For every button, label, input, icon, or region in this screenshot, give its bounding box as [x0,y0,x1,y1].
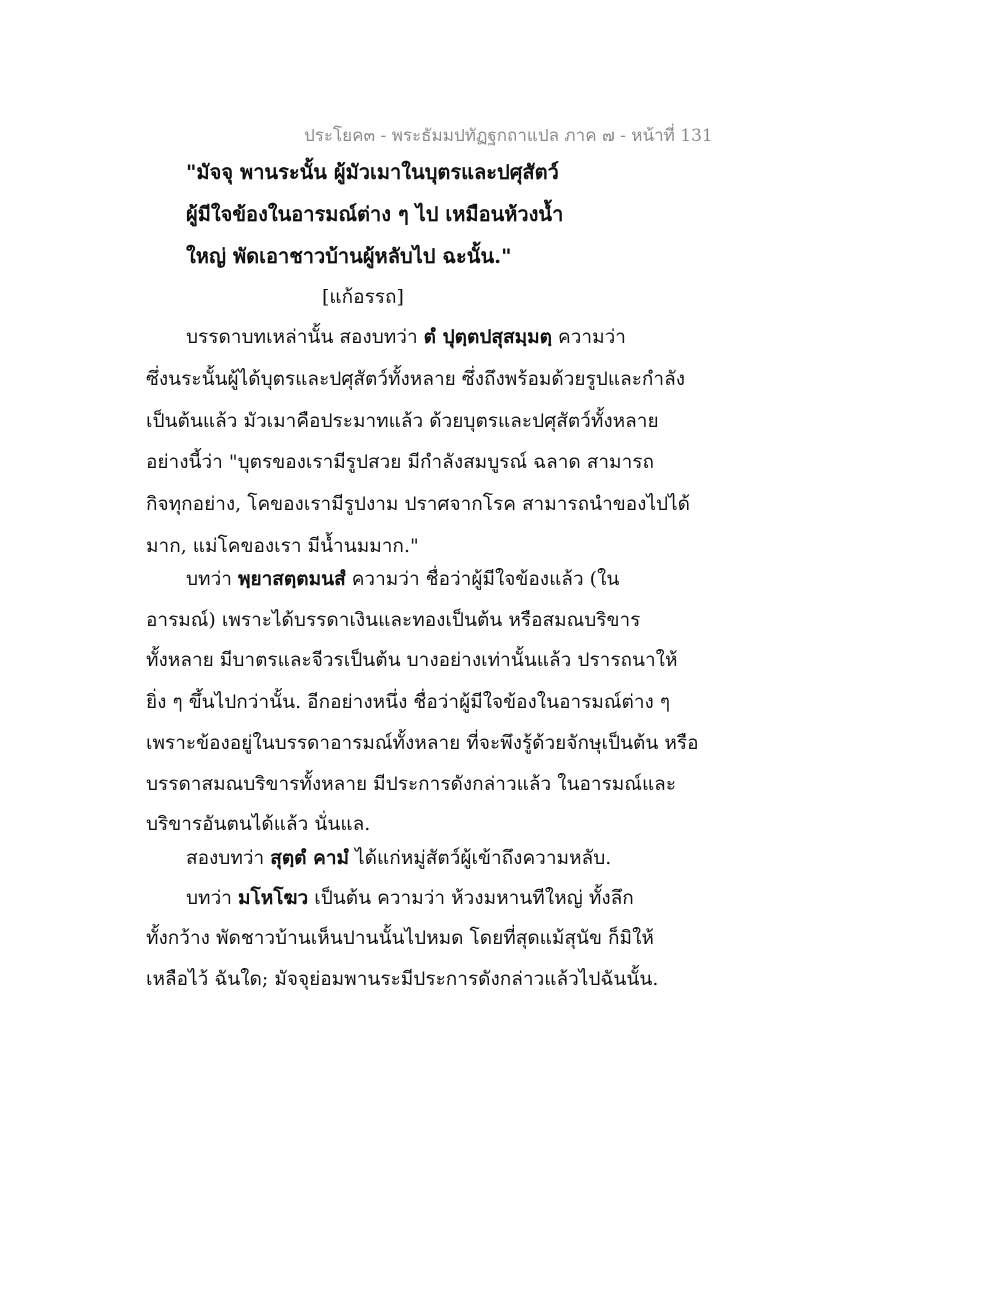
text-span: บรรดาบทเหล่านั้น สองบทว่า [186,326,424,348]
text-span: ความว่า ชื่อว่าผู้มีใจข้องแล้ว (ใน [345,568,620,590]
paragraph-1-line-1 [186,325,626,349]
paragraph-1-line-6: มาก, แม่โคของเรา มีน้ำนมมาก." [146,535,419,557]
paragraph-1-line-3: เป็นต้นแล้ว มัวเมาคือประมาทแล้ว ด้วยบุตรและปศุสัตว์ทั้งหลาย [146,410,659,432]
paragraph-2-line-5: เพราะข้องอยู่ในบรรดาอารมณ์ทั้งหลาย ที่จะพึงรู้ด้วยจักษุเป็นต้น หรือ [146,732,699,754]
paragraph-2-line-1 [186,567,619,591]
paragraph-2-line-6: บรรดาสมณบริขารทั้งหลาย มีประการดังกล่าวแล้ว ในอารมณ์และ [146,773,677,795]
section-heading: [แก้อรรถ] [322,286,404,308]
text-span: บทว่า [186,887,238,909]
paragraph-4-line-3: เหลือไว้ ฉันใด; มัจจุย่อมพานระมีประการดังกล่าวแล้วไปฉันนั้น. [146,968,659,990]
text-span: บทว่า [186,568,238,590]
text-span: ได้แก่หมู่สัตว์ผู้เข้าถึงความหลับ. [349,847,612,869]
text-span: เป็นต้น ความว่า ห้วงมหานทีใหญ่ ทั้งลึก [308,887,634,909]
paragraph-3-line-1 [186,846,611,870]
text-span: ความว่า [552,326,626,348]
paragraph-2-line-7: บริขารอันตนได้แล้ว นั่นแล. [146,813,371,835]
pali-term: สุตฺตํ คามํ [270,847,350,869]
paragraph-1-line-4: อย่างนี้ว่า "บุตรของเรามีรูปสวย มีกำลังสมบูรณ์ ฉลาด สามารถ [146,451,654,473]
verse-line-2: ผู้มีใจข้องในอารมณ์ต่าง ๆ ไป เหมือนห้วงน้ำ [186,202,564,226]
paragraph-2-line-2: อารมณ์) เพราะได้บรรดาเงินและทองเป็นต้น หรือสมณบริขาร [146,609,641,631]
paragraph-2-line-4: ยิ่ง ๆ ขึ้นไปกว่านั้น. อีกอย่างหนึ่ง ชื่อว่าผู้มีใจข้องในอารมณ์ต่าง ๆ [146,691,671,713]
paragraph-4-line-2: ทั้งกว้าง พัดชาวบ้านเห็นปานนั้นไปหมด โดยที่สุดแม้สุนัข ก็มิให้ [146,927,654,949]
paragraph-4-line-1 [186,886,634,910]
pali-term: ตํ ปุตฺตปสุสมฺมตฺ [423,326,553,348]
pali-term: พฺยาสตฺตมนสํ [237,568,346,590]
verse-line-3: ใหญ่ พัดเอาชาวบ้านผู้หลับไป ฉะนั้น." [186,244,512,268]
verse-line-1: "มัจจุ พานระนั้น ผู้มัวเมาในบุตรและปศุสัตว์ [186,160,559,184]
paragraph-1-line-2: ซึ่งนระนั้นผู้ได้บุตรและปศุสัตว์ทั้งหลาย ซึ่งถึงพร้อมด้วยรูปและกำลัง [146,368,686,390]
paragraph-2-line-3: ทั้งหลาย มีบาตรและจีวรเป็นต้น บางอย่างเท่านั้นแล้ว ปรารถนาให้ [146,649,678,671]
paragraph-1-line-5: กิจทุกอย่าง, โคของเรามีรูปงาม ปราศจากโรค สามารถนำของไปได้ [146,493,690,515]
pali-term: มโหโฆว [237,887,309,909]
running-header: ประโยค๓ - พระธัมมปทัฏฐกถาแปล ภาค ๗ - หน้าที่ 131 [304,126,713,146]
text-span: สองบทว่า [186,847,271,869]
